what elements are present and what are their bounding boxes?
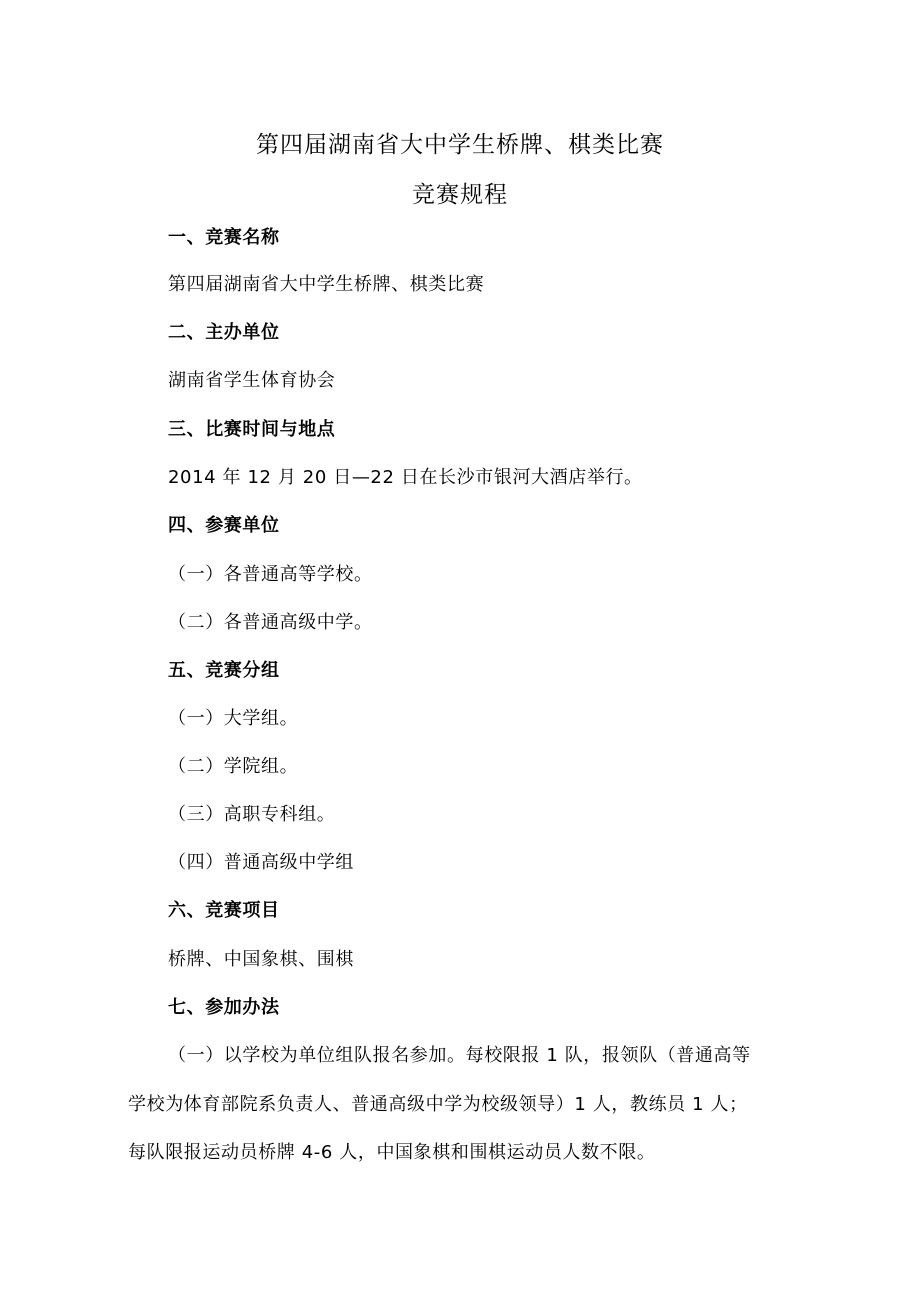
paragraph-line: （一）以学校为单位组队报名参加。每校限报 1 队，报领队（普通高等 <box>168 1045 751 1066</box>
section-text: 桥牌、中国象棋、围棋 <box>168 949 354 970</box>
section-heading-7: 七、参加办法 <box>168 997 280 1018</box>
section-text: （三）高职专科组。 <box>168 804 336 825</box>
section-text: （二）学院组。 <box>168 756 299 777</box>
section-heading-2: 二、主办单位 <box>168 322 280 343</box>
section-heading-1: 一、竞赛名称 <box>168 227 280 248</box>
paragraph-line: 每队限报运动员桥牌 4-6 人，中国象棋和围棋运动员人数不限。 <box>128 1142 656 1163</box>
section-heading-6: 六、竞赛项目 <box>168 900 280 921</box>
document-title: 第四届湖南省大中学生桥牌、棋类比赛 <box>256 132 664 158</box>
section-heading-5: 五、竞赛分组 <box>168 660 280 681</box>
section-text: （四）普通高级中学组 <box>168 852 354 873</box>
section-text: 湖南省学生体育协会 <box>168 370 336 391</box>
section-text: （一）大学组。 <box>168 708 299 729</box>
section-heading-3: 三、比赛时间与地点 <box>168 419 336 440</box>
section-text: 2014 年 12 月 20 日—22 日在长沙市银河大酒店举行。 <box>168 467 643 488</box>
section-text: 第四届湖南省大中学生桥牌、棋类比赛 <box>168 274 485 295</box>
section-heading-4: 四、参赛单位 <box>168 515 280 536</box>
document-subtitle: 竞赛规程 <box>412 182 508 208</box>
section-text: （一）各普通高等学校。 <box>168 564 373 585</box>
paragraph-line: 学校为体育部院系负责人、普通高级中学为校级领导）1 人，教练员 1 人； <box>128 1094 748 1115</box>
section-text: （二）各普通高级中学。 <box>168 612 373 633</box>
